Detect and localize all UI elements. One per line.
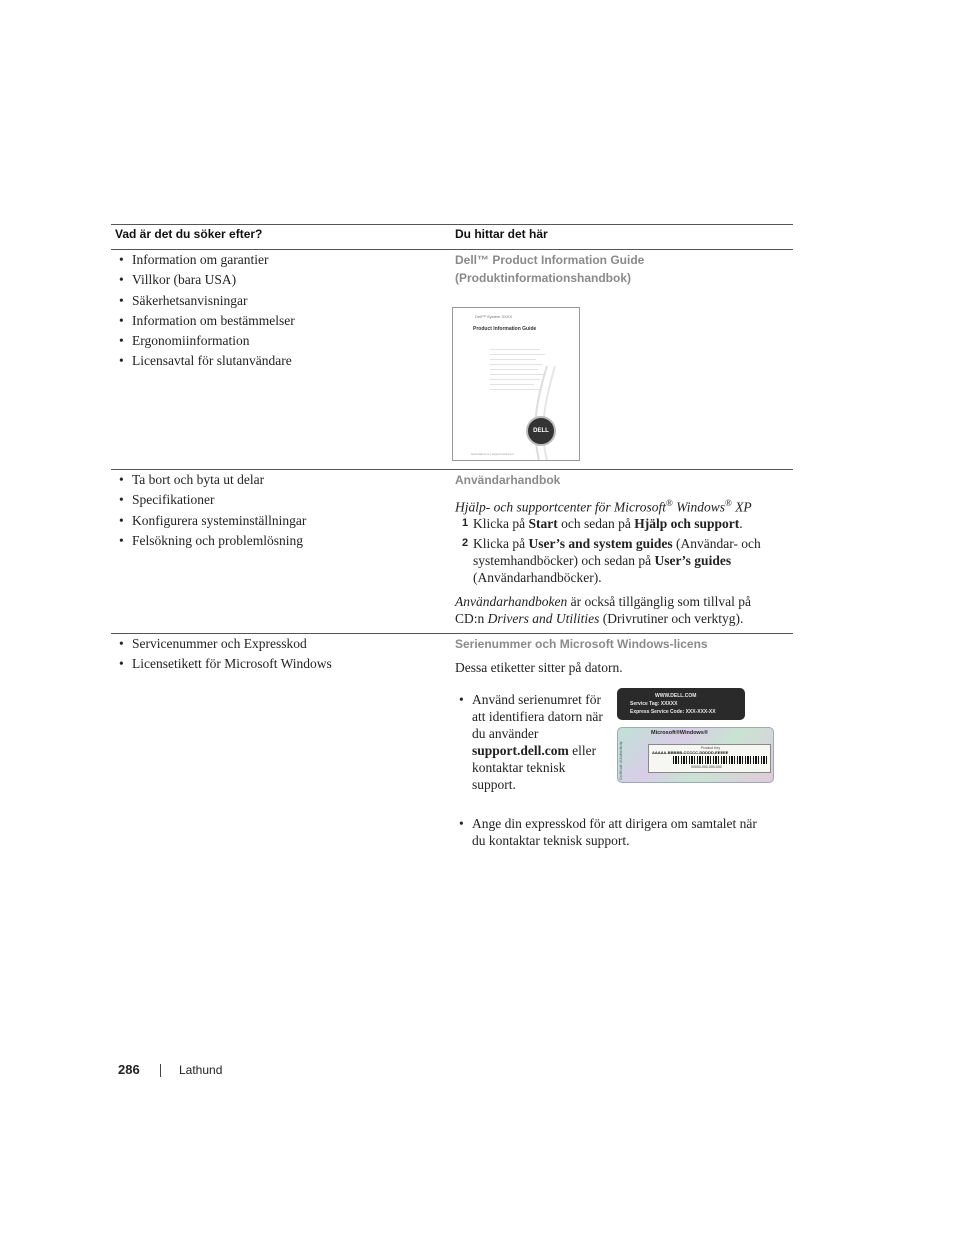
user-guide-note bbox=[455, 593, 775, 627]
license-code: 00000-000-000-000 bbox=[691, 765, 722, 769]
row3-items bbox=[111, 634, 441, 675]
footer-divider bbox=[160, 1064, 161, 1077]
column-header-where: Du hittar det här bbox=[455, 227, 548, 241]
step-list bbox=[455, 515, 770, 589]
list-item: • Licensetikett för Microsoft Windows bbox=[111, 654, 441, 674]
list-item: • Konfigurera systeminställningar bbox=[111, 511, 441, 531]
row2-items bbox=[111, 470, 441, 551]
coa-vertical-text: Certificate of Authenticity bbox=[619, 741, 623, 780]
step-number: 2 bbox=[462, 537, 469, 549]
step-text: . bbox=[739, 516, 743, 531]
serial-bullet bbox=[455, 691, 612, 793]
help-center-line bbox=[455, 495, 752, 516]
cover-brand-line: Dell™ System XXXX bbox=[475, 314, 513, 319]
list-item: • Ta bort och byta ut delar bbox=[111, 470, 441, 490]
list-item: • Villkor (bara USA) bbox=[111, 270, 441, 290]
license-title: Microsoft®Windows® bbox=[651, 730, 708, 736]
step-text: och sedan på bbox=[557, 516, 635, 531]
section-line: Dell™ Product Information Guide bbox=[455, 253, 645, 267]
bullet-text: Ange din expresskod för att dirigera om samtalet när du kontaktar teknisk support. bbox=[472, 816, 757, 848]
step-item bbox=[455, 515, 770, 532]
dell-logo-icon: DELL bbox=[526, 416, 556, 446]
step-bold: Hjälp och support bbox=[634, 516, 740, 531]
list-item: • Specifikationer bbox=[111, 490, 441, 510]
step-item bbox=[455, 535, 770, 586]
list-item: • Felsökning och problemlösning bbox=[111, 531, 441, 551]
step-text: (Användar- och systemhandböcker) och sedan på bbox=[473, 536, 761, 568]
cover-swoosh bbox=[453, 308, 579, 460]
bullet-dot: • bbox=[459, 692, 464, 707]
list-item: • Licensavtal för slutanvändare bbox=[111, 351, 441, 371]
product-key-value: AAAAA-BBBBB-CCCCC-DDDDD-EEEEE bbox=[652, 750, 729, 755]
note-text: är också tillgänglig som tillval på CD:n bbox=[455, 594, 751, 626]
table-top-rule bbox=[111, 224, 793, 225]
section-line: (Produktinformationshandbok) bbox=[455, 271, 631, 285]
column-header-what: Vad är det du söker efter? bbox=[115, 227, 263, 241]
product-key-label: Product Key bbox=[701, 746, 721, 750]
note-text: (Drivrutiner och verktyg). bbox=[599, 611, 744, 626]
express-code-bullet bbox=[455, 815, 772, 849]
service-tag-label bbox=[617, 688, 745, 720]
list-item: • Servicenummer och Expresskod bbox=[111, 634, 441, 654]
registered-mark: ® bbox=[665, 498, 673, 508]
step-number: 1 bbox=[462, 517, 469, 529]
row3-section-title: Serienummer och Microsoft Windows-licens bbox=[455, 637, 708, 651]
list-item: • Information om garantier bbox=[111, 250, 441, 270]
cover-title: Product Information Guide bbox=[473, 326, 537, 332]
registered-mark: ® bbox=[724, 498, 732, 508]
step-bold: User’s and system guides bbox=[528, 536, 673, 551]
help-text: Windows bbox=[672, 499, 725, 515]
page-number: 286 bbox=[118, 1062, 140, 1077]
bullet-text: eller kontaktar teknisk support. bbox=[472, 743, 597, 792]
service-label-express: Express Service Code: XXX-XXX-XX bbox=[630, 709, 716, 715]
list-item: • Ergonomiinformation bbox=[111, 331, 441, 351]
windows-license-label bbox=[617, 727, 774, 783]
row2-section-title: Användarhandbok bbox=[455, 473, 561, 487]
cover-footer: www.dell.com | support.dell.com bbox=[471, 452, 514, 456]
step-text: Klicka på bbox=[473, 536, 529, 551]
step-bold: User’s guides bbox=[654, 553, 732, 568]
help-text: Hjälp- och supportcenter för Microsoft bbox=[455, 499, 666, 515]
note-italic: Drivers and Utilities bbox=[487, 611, 600, 626]
bullet-text: Använd serienumret för att identifiera datorn när du använder bbox=[472, 692, 603, 741]
service-label-url: WWW.DELL.COM bbox=[655, 693, 697, 699]
service-label-tag: Service Tag: XXXXX bbox=[630, 701, 678, 707]
product-information-guide-cover bbox=[452, 307, 580, 461]
labels-intro: Dessa etiketter sitter på datorn. bbox=[455, 660, 623, 675]
product-key-box bbox=[648, 744, 771, 773]
note-italic: Användarhandboken bbox=[455, 594, 568, 609]
barcode bbox=[673, 756, 767, 764]
row1-items bbox=[111, 250, 441, 372]
step-text: (Användarhandböcker). bbox=[473, 570, 602, 585]
step-text: Klicka på bbox=[473, 516, 529, 531]
help-text: XP bbox=[731, 499, 752, 515]
list-item: • Information om bestämmelser bbox=[111, 311, 441, 331]
bullet-dot: • bbox=[459, 816, 464, 831]
footer-section: Lathund bbox=[179, 1063, 223, 1077]
row1-section-title bbox=[455, 251, 644, 287]
support-link-text: support.dell.com bbox=[472, 743, 569, 758]
list-item: • Säkerhetsanvisningar bbox=[111, 291, 441, 311]
step-bold: Start bbox=[528, 516, 558, 531]
